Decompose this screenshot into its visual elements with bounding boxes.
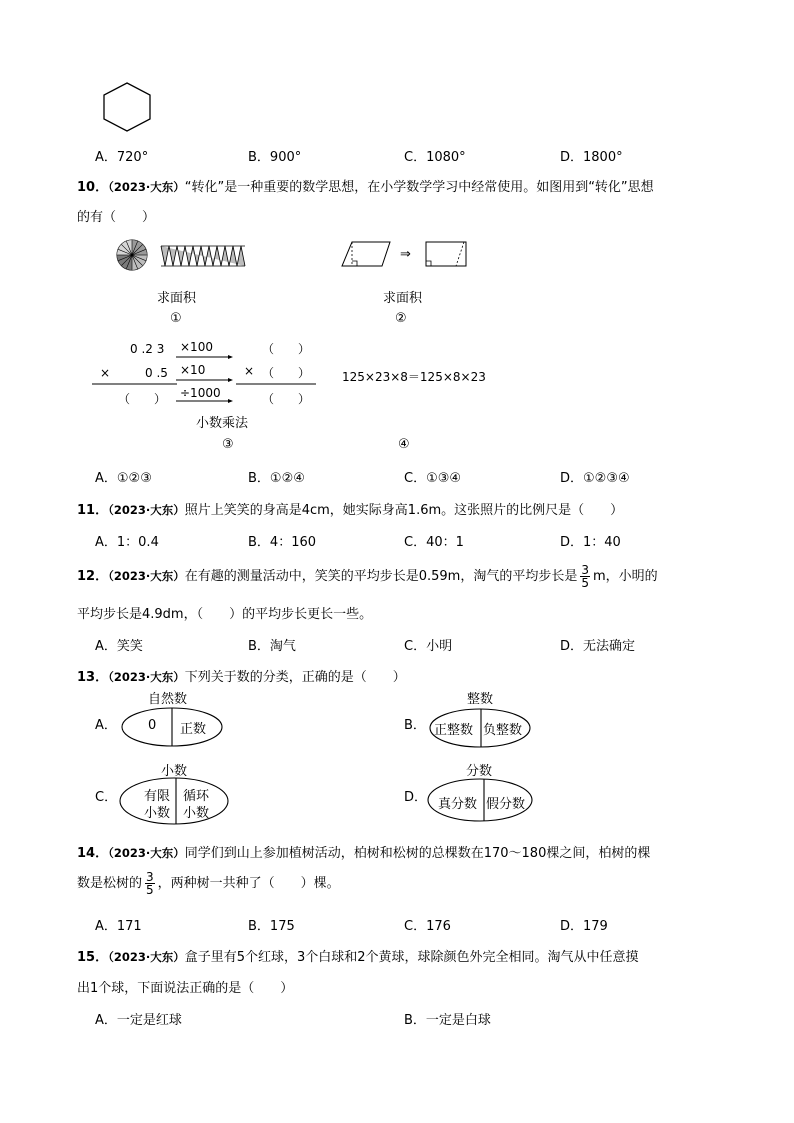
- fig3-r-result: （ ）: [262, 392, 311, 406]
- q13-a-letter: A．: [95, 718, 117, 733]
- fig3-r-top: （ ）: [262, 342, 311, 356]
- question-source: （2023·大东）: [108, 569, 185, 583]
- q12-line1: [77, 560, 658, 593]
- q13-b-left: 正整数: [434, 723, 474, 738]
- question-number: 13．: [77, 670, 109, 685]
- q15-line2: 出1个球，下面说法正确的是（ ）: [77, 981, 294, 996]
- q13-b-letter: B．: [404, 718, 426, 733]
- fraction-denominator: 5: [581, 576, 589, 590]
- fig1-label: ①: [170, 311, 182, 326]
- question-text-2b: ，两种树一共种了（ ）棵。: [157, 876, 340, 891]
- q10-line1: [77, 176, 654, 195]
- fig2-caption: 求面积: [383, 291, 423, 306]
- fraction: [580, 564, 590, 589]
- fraction-numerator: 3: [146, 870, 154, 884]
- q13-a-ellipse: [120, 706, 224, 748]
- q14-option-a: A．171: [95, 919, 142, 934]
- q13-a-left: 0: [148, 718, 157, 733]
- fig3-arrows: [176, 355, 234, 405]
- question-source: （2023·大东）: [108, 846, 185, 860]
- question-number: 14．: [77, 846, 109, 861]
- question-text: 照片上笑笑的身高是4cm，她实际身高1.6m。这张照片的比例尺是（ ）: [184, 503, 624, 518]
- fig3-label: ③: [222, 437, 234, 452]
- fig3-second: 0 .5: [145, 366, 168, 380]
- question-number: 11．: [77, 503, 109, 518]
- q13-c-left1: 有限: [144, 789, 171, 804]
- q10-option-d: D．①②③④: [560, 471, 630, 486]
- q9-option-a: A．720°: [95, 150, 149, 165]
- q10-line2: 的有（ ）: [77, 210, 156, 225]
- question-number: 10．: [77, 180, 109, 195]
- fraction-denominator: 5: [146, 883, 154, 897]
- fig4-label: ④: [398, 437, 410, 452]
- q14-option-c: C．176: [404, 919, 451, 934]
- q13-a-title: 自然数: [148, 692, 188, 707]
- q13-c-left2: 小数: [144, 806, 171, 821]
- fig1-caption: 求面积: [157, 291, 197, 306]
- q12-option-a: A．笑笑: [95, 639, 143, 654]
- question-text: 盒子里有5个红球，3个白球和2个黄球，球除颜色外完全相同。淘气从中任意摸: [184, 950, 639, 965]
- q13-c-title: 小数: [161, 764, 188, 779]
- question-number: 15．: [77, 950, 109, 965]
- q11-option-c: C．40：1: [404, 535, 464, 550]
- question-source: （2023·大东）: [108, 503, 185, 517]
- question-text: “转化”是一种重要的数学思想，在小学数学学习中经常使用。如图用到“转化”思想: [184, 180, 654, 195]
- circle-sector-figure: [115, 238, 255, 274]
- q14-option-b: B．175: [248, 919, 295, 934]
- q13-d-letter: D．: [404, 790, 428, 805]
- question-text-2: m，小明的: [592, 569, 658, 584]
- q13-d-left: 真分数: [438, 797, 478, 812]
- fig3-r-second: （ ）: [262, 366, 311, 380]
- fig2-label: ②: [395, 311, 407, 326]
- fig3-top: 0 .2 3: [130, 342, 165, 356]
- q13-c-right2: 小数: [183, 806, 210, 821]
- question-number: 12．: [77, 569, 109, 584]
- fig4-equation: 125×23×8＝125×8×23: [342, 370, 486, 384]
- q10-option-a: A．①②③: [95, 471, 152, 486]
- q11-option-b: B．4：160: [248, 535, 317, 550]
- q11-option-a: A．1：0.4: [95, 535, 159, 550]
- q11-line1: [77, 499, 623, 518]
- question-source: （2023·大东）: [108, 950, 185, 964]
- fig3-op2: ×10: [180, 363, 206, 377]
- q12-line2: 平均步长是4.9dm，（ ）的平均步长更长一些。: [77, 607, 373, 622]
- q14-option-d: D．179: [560, 919, 608, 934]
- q15-line1: [77, 946, 639, 965]
- q10-option-c: C．①③④: [404, 471, 462, 486]
- svg-text:⇒: ⇒: [400, 247, 411, 262]
- q13-a-right: 正数: [180, 722, 207, 737]
- q15-option-b: B．一定是白球: [404, 1013, 491, 1028]
- fig3-r-line: [236, 382, 316, 386]
- question-text: 在有趣的测量活动中，笑笑的平均步长是0.59m，淘气的平均步长是: [184, 569, 578, 584]
- question-text-2a: 数是松树的: [77, 876, 143, 891]
- q10-option-b: B．①②④: [248, 471, 305, 486]
- q13-d-right: 假分数: [486, 797, 526, 812]
- question-text: 同学们到山上参加植树活动，柏树和松树的总棵数在170～180棵之间，柏树的棵: [184, 846, 651, 861]
- question-source: （2023·大东）: [108, 670, 185, 684]
- q13-d-title: 分数: [466, 764, 493, 779]
- q12-option-c: C．小明: [404, 639, 453, 654]
- q14-line1: [77, 842, 650, 861]
- q13-c-right1: 循环: [183, 789, 210, 804]
- fig3-result: （ ）: [118, 392, 167, 406]
- question-text: 下列关于数的分类，正确的是（ ）: [184, 670, 406, 685]
- parallelogram-figure: [340, 240, 472, 270]
- q11-option-d: D．1：40: [560, 535, 621, 550]
- q13-b-right: 负整数: [483, 723, 523, 738]
- q14-line2: [77, 868, 340, 900]
- hexagon-figure: [100, 80, 154, 134]
- q9-option-c: C．1080°: [404, 150, 466, 165]
- q13-c-ellipse: [118, 776, 230, 826]
- fraction: [145, 871, 155, 896]
- q12-option-d: D．无法确定: [560, 639, 636, 654]
- fig3-times: ×: [100, 366, 111, 380]
- q13-line1: [77, 666, 406, 685]
- fig3-op3: ÷1000: [180, 386, 221, 400]
- q9-option-b: B．900°: [248, 150, 302, 165]
- fig3-r-times: ×: [244, 364, 255, 378]
- q15-option-a: A．一定是红球: [95, 1013, 182, 1028]
- q9-option-d: D．1800°: [560, 150, 623, 165]
- q12-option-b: B．淘气: [248, 639, 296, 654]
- fig3-line: [92, 382, 177, 386]
- fraction-numerator: 3: [581, 563, 589, 577]
- q13-c-letter: C．: [95, 790, 118, 805]
- question-source: （2023·大东）: [108, 180, 185, 194]
- fig3-op1: ×100: [180, 340, 213, 354]
- fig3-caption: 小数乘法: [196, 416, 249, 431]
- q13-b-title: 整数: [467, 692, 494, 707]
